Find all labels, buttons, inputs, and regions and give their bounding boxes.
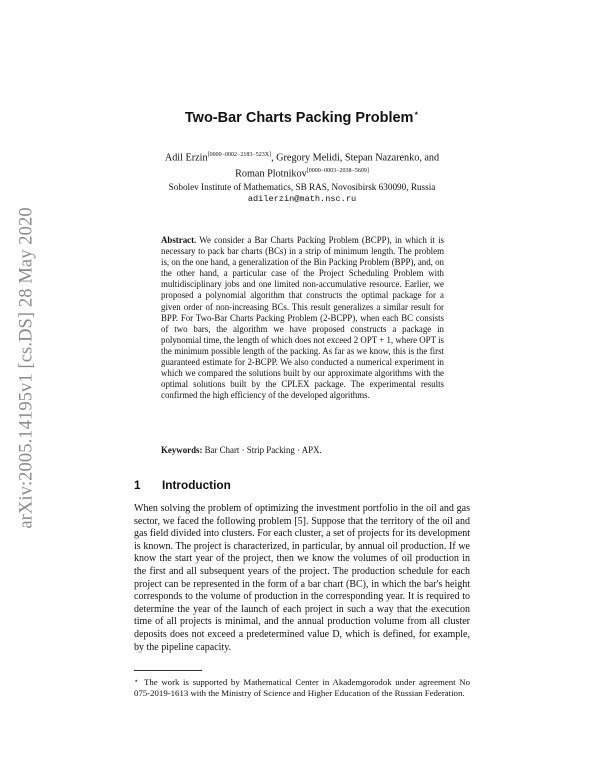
footnote-text: The work is supported by Mathematical Center in Akademgorodok under agreement No 075-2019-1613 with the Ministry of Science and Higher Education of the Russian Federation.	[134, 677, 470, 699]
author-list	[134, 149, 470, 181]
section-heading	[134, 478, 470, 492]
author-middle: , Gregory Melidi, Stepan Nazarenko, and	[271, 152, 440, 164]
author-plotnikov: Roman Plotnikov	[235, 168, 307, 180]
section-title: Introduction	[162, 478, 231, 492]
section-number: 1	[134, 478, 141, 492]
title-footnote-mark: ⋆	[413, 108, 420, 118]
author-erzin: Adil Erzin	[164, 152, 208, 164]
footnote-rule	[134, 670, 202, 671]
affiliation-block	[134, 181, 470, 205]
abstract-label: Abstract.	[161, 235, 197, 245]
contact-email[interactable]: adilerzin@math.nsc.ru	[247, 194, 357, 204]
abstract-text: We consider a Bar Charts Packing Problem (BCPP), in which it is necessary to pack bar charts (BCs) in a strip of minimum length. The problem is, on the one hand, a generalization of the Bin Packing Problem (BPP), and, on the other hand, a particular case of the Project Scheduling Problem with multidisciplinary jobs and one limited non-accumulative resource. Earlier, we proposed a polynomial algorithm that constructs the optimal package for a given order of non-increasing BCs. This result generalizes a similar result for BPP. For Two-Bar Charts Packing Problem (2-BCPP), when each BC consists of two bars, the algorithm we have proposed constructs a package in polynomial time, the length of which does not exceed 2 OPT + 1, where OPT is the minimum possible length of the packing. As far as we know, this is the first guaranteed estimate for 2-BCPP. We also conducted a numerical experiment in which we compared the solutions built by our approximate algorithms with the optimal solutions built by the CPLEX package. The experimental results confirmed the high efficiency of the developed algorithms.	[161, 235, 445, 401]
introduction-paragraph: When solving the problem of optimizing the investment portfolio in the oil and gas sector, we faced the following problem [5]. Suppose that the territory of the oil and gas field divided into clusters. For each cluster, a set of projects for its development is known. The project is characterized, in particular, by annual oil production. If we know the start year of the project, then we know the volumes of oil production in the first and all subsequent years of the project. The production schedule for each project can be represented in the form of a bar chart (BC), in which the bar's height corresponds to the volume of production in the corresponding year. It is required to determine the year of the launch of each project in such a way that the execution time of all projects is minimal, and the annual production volume from all cluster deposits does not exceed a predetermined value D, which is defined, for example, by the pipeline capacity.	[134, 503, 470, 653]
title-text: Two-Bar Charts Packing Problem	[184, 109, 414, 126]
orcid-erzin[interactable]: [0000−0002−2183−523X]	[207, 152, 272, 158]
keywords	[161, 445, 444, 455]
keywords-label: Keywords:	[161, 445, 203, 455]
footnote-mark: ⋆	[134, 677, 139, 685]
keywords-text: Bar Chart · Strip Packing · APX.	[204, 445, 322, 455]
footnote	[134, 676, 470, 699]
abstract	[161, 235, 444, 401]
affiliation: Sobolev Institute of Mathematics, SB RAS, Novosibirsk 630090, Russia	[168, 182, 436, 192]
paper-title	[134, 108, 470, 126]
orcid-plotnikov[interactable]: [0000−0003−2038−5609]	[306, 167, 369, 174]
arxiv-identifier[interactable]: arXiv:2005.14195v1 [cs.DS] 28 May 2020	[16, 207, 37, 529]
arxiv-identifier-margin	[14, 178, 40, 558]
